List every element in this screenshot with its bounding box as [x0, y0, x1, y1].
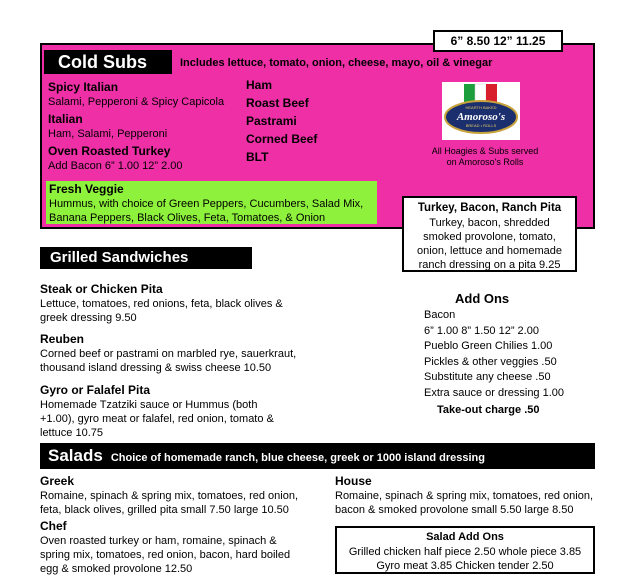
- grilled-item: [40, 332, 296, 375]
- menu-item-desc: Homemade Tzatziki sauce or Hummus (both: [40, 399, 258, 411]
- menu-item-desc: +1.00), gyro meat or falafel, red onion, tomato &: [40, 413, 274, 425]
- menu-item-title: Ham: [246, 78, 273, 92]
- salad-item: [40, 474, 298, 517]
- menu-item-desc: Romaine, spinach & spring mix, tomatoes, red onion,: [335, 490, 594, 502]
- menu-item-title: Reuben: [40, 332, 85, 346]
- grilled-sandwiches-title: Grilled Sandwiches: [40, 247, 252, 269]
- add-on-line: Extra sauce or dressing 1.00: [424, 386, 565, 399]
- salad-add-on-line: Gyro meat 3.85 Chicken tender 2.50: [376, 560, 554, 572]
- menu-item-title: Corned Beef: [246, 132, 318, 146]
- menu-item-title: Italian: [48, 112, 83, 126]
- pita-special-box: [402, 196, 577, 272]
- menu-item-desc: Add Bacon 6” 1.00 12” 2.00: [48, 160, 183, 172]
- salads-title-bar: [40, 443, 595, 469]
- menu-item-desc: Oven roasted turkey or ham, romaine, spinach &: [40, 535, 277, 547]
- menu-item-title: Oven Roasted Turkey: [48, 144, 171, 158]
- menu-item-title: Gyro or Falafel Pita: [40, 383, 151, 397]
- menu-item-title: Steak or Chicken Pita: [40, 282, 163, 296]
- pita-special-line: ranch dressing on a pita 9.25: [418, 259, 561, 271]
- salad-add-ons-title: Salad Add Ons: [426, 531, 504, 543]
- amorosos-logo: [442, 82, 520, 140]
- salad-item: [335, 474, 593, 517]
- pita-special-line: Turkey, bacon, shredded: [429, 217, 550, 229]
- pita-special-title: Turkey, Bacon, Ranch Pita: [417, 202, 562, 214]
- add-on-line: Substitute any cheese .50: [424, 371, 551, 383]
- menu-item-desc: Hummus, with choice of Green Peppers, Cucumbers, Salad Mix,: [49, 198, 364, 210]
- cold-subs-prices: 6” 8.50 12” 11.25: [433, 30, 563, 52]
- grilled-item: [40, 282, 283, 325]
- menu-item-desc: Lettuce, tomatoes, red onions, feta, black olives &: [40, 298, 283, 310]
- logo-note: [418, 146, 552, 168]
- menu-item-title: Chef: [40, 519, 67, 533]
- add-on-line: Pickles & other veggies .50: [424, 355, 557, 368]
- menu-item-desc: Salami, Pepperoni & Spicy Capicola: [48, 96, 225, 108]
- salad-item: [40, 519, 290, 576]
- salads-dressing-note: Choice of homemade ranch, blue cheese, greek or 1000 island dressing: [110, 452, 485, 464]
- salad-add-on-line: Grilled chicken half piece 2.50 whole piece 3.85: [348, 546, 582, 558]
- cold-subs-right-list: [246, 76, 317, 166]
- menu-item-title: Roast Beef: [246, 96, 309, 110]
- cold-subs-title: Cold Subs: [44, 50, 172, 74]
- add-ons-list: [424, 308, 564, 401]
- pita-special-line: onion, lettuce and homemade: [417, 245, 562, 257]
- menu-item-desc: bacon & smoked provolone small 5.50 large 8.50: [335, 504, 574, 516]
- menu-item-title: House: [335, 474, 372, 488]
- salad-add-ons-box: [335, 526, 595, 574]
- menu-item-title: Pastrami: [246, 114, 297, 128]
- add-on-line: 6” 1.00 8” 1.50 12” 2.00: [424, 324, 539, 337]
- menu-item-desc: Ham, Salami, Pepperoni: [48, 128, 168, 140]
- takeout-charge: Take-out charge .50: [437, 404, 540, 416]
- add-on-line: Pueblo Green Chilies 1.00: [424, 340, 553, 352]
- menu-item-desc: Corned beef or pastrami on marbled rye, sauerkraut,: [40, 348, 297, 360]
- salads-title: Salads: [48, 446, 103, 465]
- add-ons-title: Add Ons: [455, 291, 510, 306]
- pita-special-line: smoked provolone, tomato,: [423, 231, 556, 243]
- menu-item-title: Fresh Veggie: [49, 182, 124, 196]
- menu-item-desc: greek dressing 9.50: [40, 312, 137, 324]
- menu-item-title: Greek: [40, 474, 75, 488]
- menu-item-desc: Romaine, spinach & spring mix, tomatoes, red onion,: [40, 490, 299, 502]
- menu-item-title: BLT: [246, 150, 269, 164]
- fresh-veggie-panel: [46, 181, 377, 224]
- grilled-item: [40, 383, 274, 440]
- logo-note-line: All Hoagies & Subs served: [431, 146, 539, 156]
- menu-item-desc: spring mix, tomatoes, red onion, bacon, hard boiled: [40, 549, 291, 561]
- menu-item-desc: egg & smoked provolone 12.50: [40, 563, 193, 575]
- menu-item-desc: thousand island dressing & swiss cheese 10.50: [40, 362, 272, 374]
- add-on-line: Bacon: [424, 309, 456, 321]
- cold-subs-left-list: [48, 80, 224, 173]
- menu-item-desc: Banana Peppers, Black Olives, Feta, Tomatoes, & Onion: [49, 212, 326, 224]
- logo-tagline-top: HEARTH BAKED: [465, 105, 497, 110]
- logo-note-line: on Amoroso's Rolls: [446, 157, 524, 167]
- menu-item-title: Spicy Italian: [48, 80, 119, 94]
- menu-item-desc: feta, black olives, grilled pita small 7.50 large 10.50: [40, 504, 289, 516]
- logo-name: Amoroso's: [456, 111, 506, 123]
- logo-tagline-bottom: BREAD • ROLLS: [465, 123, 497, 128]
- menu-item-desc: lettuce 10.75: [40, 427, 103, 439]
- cold-subs-includes: Includes lettuce, tomato, onion, cheese, mayo, oil & vinegar: [180, 57, 493, 69]
